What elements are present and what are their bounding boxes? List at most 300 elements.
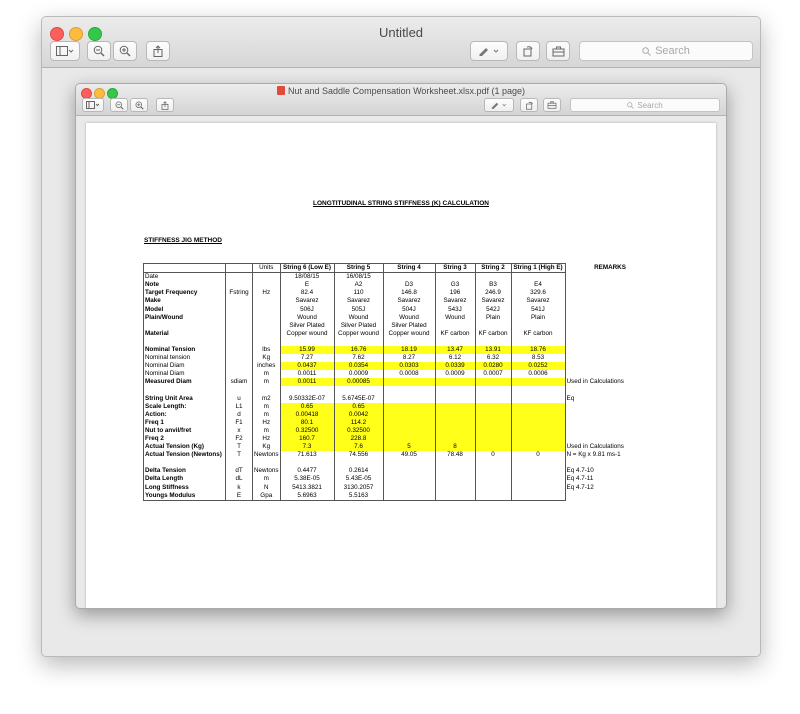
row-unit — [253, 281, 281, 289]
value-cell — [383, 378, 435, 386]
row-label: Target Frequency — [144, 289, 226, 297]
value-cell: 0.0006 — [511, 370, 565, 378]
inner-sidebar-toggle-button[interactable] — [82, 98, 104, 112]
value-cell: Plain — [475, 314, 511, 322]
inner-zoom-in-button[interactable] — [130, 98, 148, 112]
row-unit — [253, 459, 281, 467]
row-label: Delta Tension — [144, 467, 226, 475]
row-remark — [565, 322, 655, 330]
table-row — [144, 451, 656, 459]
value-cell: 504J — [383, 305, 435, 313]
row-remark — [565, 459, 655, 467]
value-cell — [511, 484, 565, 492]
value-cell — [511, 467, 565, 475]
zoom-in-button[interactable] — [113, 41, 137, 61]
value-cell — [383, 427, 435, 435]
value-cell: Savarez — [383, 297, 435, 305]
row-label: Nut to anvil/fret — [144, 427, 226, 435]
share-button[interactable] — [146, 41, 170, 61]
value-cell: A2 — [334, 281, 383, 289]
row-symbol: T — [226, 451, 253, 459]
value-cell — [280, 386, 334, 394]
value-cell — [435, 322, 475, 330]
row-remark — [565, 338, 655, 346]
value-cell: 0.2614 — [334, 467, 383, 475]
row-remark — [565, 330, 655, 338]
value-cell — [475, 475, 511, 483]
value-cell: 74.556 — [334, 451, 383, 459]
row-unit: m — [253, 378, 281, 386]
row-label: Scale Length: — [144, 403, 226, 411]
value-cell: 505J — [334, 305, 383, 313]
value-cell: 0.0042 — [334, 411, 383, 419]
row-unit — [253, 297, 281, 305]
row-symbol — [226, 362, 253, 370]
markup-button[interactable] — [470, 41, 508, 61]
table-row — [144, 305, 656, 313]
row-label: Measured Diam — [144, 378, 226, 386]
row-label: Material — [144, 330, 226, 338]
outer-search-field[interactable] — [579, 41, 753, 61]
value-cell — [475, 459, 511, 467]
zoom-in-icon — [135, 101, 144, 110]
value-cell — [475, 443, 511, 451]
share-icon — [153, 45, 163, 57]
row-remark: Eq — [566, 394, 575, 402]
row-remark — [565, 314, 655, 322]
row-symbol — [226, 346, 253, 354]
header-cell — [144, 264, 226, 273]
value-cell: 0.4477 — [280, 467, 334, 475]
value-cell — [475, 338, 511, 346]
value-cell: 13.47 — [435, 346, 475, 354]
table-row — [144, 322, 656, 330]
table-row — [144, 378, 656, 386]
value-cell: 0.00418 — [280, 411, 334, 419]
value-cell: 18.19 — [383, 346, 435, 354]
value-cell: 16.76 — [334, 346, 383, 354]
row-symbol: F1 — [226, 419, 253, 427]
value-cell — [435, 395, 475, 403]
inner-title-text: Nut and Saddle Compensation Worksheet.xlsx.pdf (1 page) — [288, 86, 525, 96]
table-row — [144, 427, 656, 435]
table-row — [144, 411, 656, 419]
value-cell — [475, 403, 511, 411]
value-cell — [475, 427, 511, 435]
outer-titlebar — [42, 17, 760, 68]
value-cell — [435, 427, 475, 435]
value-cell — [383, 395, 435, 403]
table-row — [144, 314, 656, 322]
stiffness-table — [143, 263, 656, 501]
row-remark — [565, 411, 655, 419]
value-cell: 542J — [475, 305, 511, 313]
value-cell: 5.38E-05 — [280, 475, 334, 483]
value-cell: D3 — [383, 281, 435, 289]
value-cell: Wound — [383, 314, 435, 322]
row-remark — [565, 435, 655, 443]
row-unit: m — [253, 475, 281, 483]
row-remark — [565, 297, 655, 305]
value-cell: 0.0280 — [475, 362, 511, 370]
zoom-out-icon — [93, 45, 105, 57]
table-row — [144, 297, 656, 305]
row-label — [144, 459, 226, 467]
row-label: String Unit Area — [144, 395, 226, 403]
row-unit: Hz — [253, 419, 281, 427]
row-remark: Eq 4.7-11 — [566, 475, 594, 483]
search-placeholder: Search — [655, 45, 690, 57]
row-label: Long Stiffness — [144, 484, 226, 492]
row-remark — [565, 492, 655, 501]
value-cell: Copper wound — [383, 330, 435, 338]
value-cell: 0.0354 — [334, 362, 383, 370]
row-symbol: u — [226, 395, 253, 403]
table-row — [144, 459, 656, 467]
value-cell: 0.0007 — [475, 370, 511, 378]
value-cell: 0.0252 — [511, 362, 565, 370]
row-symbol: k — [226, 484, 253, 492]
row-remark: N = Kg x 9.81 ms-1 — [566, 451, 621, 459]
row-symbol — [226, 330, 253, 338]
value-cell: 8 — [435, 443, 475, 451]
value-cell — [475, 492, 511, 501]
value-cell: 0 — [475, 451, 511, 459]
value-cell — [475, 395, 511, 403]
sidebar-icon — [86, 101, 100, 109]
value-cell: 5413.3821 — [280, 484, 334, 492]
table-row — [144, 362, 656, 370]
value-cell — [383, 403, 435, 411]
value-cell: 0 — [511, 451, 565, 459]
value-cell: 7.6 — [334, 443, 383, 451]
table-row — [144, 273, 656, 282]
row-symbol: T — [226, 443, 253, 451]
value-cell — [435, 484, 475, 492]
pdf-page — [86, 123, 716, 608]
table-row — [144, 346, 656, 354]
pdf-file-icon — [277, 86, 285, 95]
value-cell: 5.43E-05 — [334, 475, 383, 483]
value-cell: 110 — [334, 289, 383, 297]
value-cell — [383, 386, 435, 394]
row-unit: Newtons — [254, 451, 279, 459]
rotate-icon — [525, 101, 534, 110]
row-remark — [565, 289, 655, 297]
row-remark — [565, 370, 655, 378]
inner-search-field[interactable] — [570, 98, 720, 112]
value-cell: 246.9 — [475, 289, 511, 297]
value-cell — [475, 411, 511, 419]
value-cell — [511, 378, 565, 386]
value-cell: 71.613 — [280, 451, 334, 459]
row-unit: m2 — [253, 395, 281, 403]
value-cell: 3130.2057 — [334, 484, 383, 492]
table-row — [144, 475, 656, 483]
row-unit: m — [253, 370, 281, 378]
value-cell: E4 — [511, 281, 565, 289]
value-cell: 0.0011 — [280, 378, 334, 386]
row-symbol: E — [226, 492, 253, 501]
value-cell: 0.0009 — [435, 370, 475, 378]
value-cell: 7.3 — [280, 443, 334, 451]
value-cell: 6.32 — [475, 354, 511, 362]
value-cell — [511, 322, 565, 330]
row-remark — [565, 386, 655, 394]
document-title: LONGTITUDINAL STRING STIFFNESS (K) CALCULATION — [313, 200, 489, 207]
value-cell — [383, 459, 435, 467]
value-cell: 146.8 — [383, 289, 435, 297]
value-cell: G3 — [435, 281, 475, 289]
value-cell — [511, 427, 565, 435]
value-cell: Savarez — [280, 297, 334, 305]
value-cell: 0.65 — [334, 403, 383, 411]
pen-markup-icon — [490, 101, 508, 109]
row-unit — [253, 338, 281, 346]
value-cell: 49.05 — [383, 451, 435, 459]
row-label — [144, 322, 226, 330]
header-cell: String 5 — [334, 264, 383, 273]
table-row — [144, 395, 656, 403]
sidebar-toggle-button[interactable] — [50, 41, 80, 61]
value-cell: 7.62 — [334, 354, 383, 362]
value-cell — [383, 492, 435, 501]
value-cell: Wound — [280, 314, 334, 322]
table-row — [144, 281, 656, 289]
row-remark — [565, 354, 655, 362]
toolbox-icon — [552, 46, 565, 57]
value-cell: Savarez — [334, 297, 383, 305]
row-label: Delta Length — [144, 475, 226, 483]
value-cell: Plain — [511, 314, 565, 322]
header-cell: String 3 — [435, 264, 475, 273]
toolbox-button[interactable] — [546, 41, 570, 61]
search-placeholder: Search — [637, 100, 663, 110]
value-cell — [383, 435, 435, 443]
row-unit: lbs — [253, 346, 281, 354]
value-cell — [475, 378, 511, 386]
table-row — [144, 467, 656, 475]
row-unit — [253, 330, 281, 338]
row-unit: m — [253, 411, 281, 419]
row-symbol — [226, 459, 253, 467]
value-cell: 15.99 — [280, 346, 334, 354]
value-cell — [334, 338, 383, 346]
row-unit: inches — [253, 362, 281, 370]
inner-share-button[interactable] — [156, 98, 174, 112]
row-symbol — [226, 386, 253, 394]
row-remark — [565, 362, 655, 370]
value-cell — [511, 419, 565, 427]
zoom-out-button[interactable] — [87, 41, 111, 61]
row-label: Action: — [144, 411, 226, 419]
value-cell: 506J — [280, 305, 334, 313]
row-unit: Hz — [253, 435, 281, 443]
value-cell — [334, 459, 383, 467]
value-cell: 8.27 — [383, 354, 435, 362]
row-label: Note — [144, 281, 226, 289]
row-remark — [565, 403, 655, 411]
value-cell: KF carbon — [475, 330, 511, 338]
pen-markup-icon — [477, 46, 501, 56]
value-cell: 5.6745E-07 — [334, 395, 383, 403]
value-cell: 196 — [435, 289, 475, 297]
row-remark — [565, 305, 655, 313]
inner-zoom-out-button[interactable] — [110, 98, 128, 112]
value-cell: Silver Plated — [280, 322, 334, 330]
value-cell: 18.76 — [511, 346, 565, 354]
row-unit — [253, 322, 281, 330]
table-row — [144, 354, 656, 362]
row-label: Freq 1 — [144, 419, 226, 427]
value-cell — [435, 378, 475, 386]
row-label — [144, 338, 226, 346]
row-label: Plain/Wound — [144, 314, 226, 322]
row-symbol — [226, 297, 253, 305]
row-unit: m — [253, 427, 281, 435]
row-symbol: F2 — [226, 435, 253, 443]
table-row — [144, 338, 656, 346]
value-cell: Savarez — [475, 297, 511, 305]
row-remark — [565, 281, 655, 289]
value-cell: 0.0303 — [383, 362, 435, 370]
value-cell — [383, 475, 435, 483]
row-remark: Eq 4.7-12 — [566, 483, 594, 491]
value-cell: Wound — [435, 314, 475, 322]
row-unit — [253, 386, 281, 394]
value-cell: 16/08/15 — [334, 273, 383, 282]
table-row — [144, 435, 656, 443]
share-icon — [161, 101, 169, 110]
header-cell: String 1 (High E) — [511, 264, 565, 273]
value-cell: Savarez — [511, 297, 565, 305]
row-label: Make — [144, 297, 226, 305]
value-cell — [511, 338, 565, 346]
table-row — [144, 370, 656, 378]
value-cell: 5.5163 — [334, 492, 383, 501]
value-cell — [511, 459, 565, 467]
value-cell — [280, 338, 334, 346]
value-cell — [383, 273, 435, 282]
value-cell: Wound — [334, 314, 383, 322]
row-label: Nominal Diam — [144, 370, 226, 378]
value-cell: 6.12 — [435, 354, 475, 362]
value-cell — [435, 459, 475, 467]
header-cell: String 2 — [475, 264, 511, 273]
row-symbol: x — [226, 427, 253, 435]
value-cell — [383, 419, 435, 427]
value-cell — [475, 386, 511, 394]
row-symbol — [226, 314, 253, 322]
row-unit: N — [253, 484, 281, 492]
inner-markup-button[interactable] — [484, 98, 514, 112]
table-row — [144, 289, 656, 297]
row-remark: Used in Calculations — [566, 378, 624, 386]
value-cell: KF carbon — [511, 330, 565, 338]
value-cell — [475, 467, 511, 475]
value-cell: B3 — [475, 281, 511, 289]
table-row — [144, 419, 656, 427]
table-row — [144, 492, 656, 501]
row-unit: Kg — [253, 354, 281, 362]
value-cell — [435, 273, 475, 282]
header-cell: Units — [253, 264, 281, 273]
row-remark: Used in Calculations — [566, 443, 624, 451]
value-cell: 78.48 — [435, 451, 475, 459]
preview-window-inner — [75, 83, 727, 609]
search-icon — [642, 47, 651, 56]
row-remark — [565, 273, 655, 282]
value-cell: 329.6 — [511, 289, 565, 297]
value-cell — [511, 475, 565, 483]
value-cell — [475, 484, 511, 492]
value-cell — [435, 467, 475, 475]
method-heading: STIFFNESS JIG METHOD — [144, 237, 223, 244]
row-label: Actual Tension (Kg) — [144, 443, 226, 451]
header-cell: String 6 (Low E) — [280, 264, 334, 273]
value-cell: 0.32500 — [334, 427, 383, 435]
rotate-button[interactable] — [516, 41, 540, 61]
table-row — [144, 484, 656, 492]
value-cell — [511, 395, 565, 403]
value-cell: Copper wound — [280, 330, 334, 338]
row-unit: Kg — [253, 443, 281, 451]
zoom-out-icon — [115, 101, 124, 110]
value-cell — [383, 338, 435, 346]
value-cell: 0.0011 — [280, 370, 334, 378]
row-unit — [253, 305, 281, 313]
value-cell: E — [280, 281, 334, 289]
table-row — [144, 330, 656, 338]
value-cell: Silver Plated — [334, 322, 383, 330]
value-cell — [475, 273, 511, 282]
row-symbol — [226, 322, 253, 330]
value-cell — [475, 322, 511, 330]
value-cell — [435, 475, 475, 483]
window-title: Untitled — [378, 25, 424, 40]
row-symbol: L1 — [226, 403, 253, 411]
value-cell: 80.1 — [280, 419, 334, 427]
row-label: Actual Tension (Newtons) — [144, 451, 226, 459]
inner-toolbox-button[interactable] — [543, 98, 561, 112]
value-cell — [435, 403, 475, 411]
table-row — [144, 386, 656, 394]
row-unit: m — [253, 403, 281, 411]
row-symbol: dT — [226, 467, 253, 475]
table-row — [144, 443, 656, 451]
value-cell: 5.6963 — [280, 492, 334, 501]
value-cell: Silver Plated — [383, 322, 435, 330]
row-label: Model — [144, 305, 226, 313]
value-cell — [435, 411, 475, 419]
row-unit: Gpa — [253, 492, 281, 501]
value-cell: Savarez — [435, 297, 475, 305]
value-cell: 8.53 — [511, 354, 565, 362]
row-symbol: d — [226, 411, 253, 419]
value-cell: 114.2 — [334, 419, 383, 427]
value-cell: 0.32500 — [280, 427, 334, 435]
value-cell — [435, 419, 475, 427]
inner-rotate-button[interactable] — [520, 98, 538, 112]
value-cell: 0.0437 — [280, 362, 334, 370]
inner-titlebar — [76, 84, 726, 116]
row-unit — [253, 273, 281, 282]
row-symbol: dL — [226, 475, 253, 483]
value-cell: 0.0339 — [435, 362, 475, 370]
header-cell: String 4 — [383, 264, 435, 273]
row-unit — [253, 314, 281, 322]
value-cell — [511, 435, 565, 443]
